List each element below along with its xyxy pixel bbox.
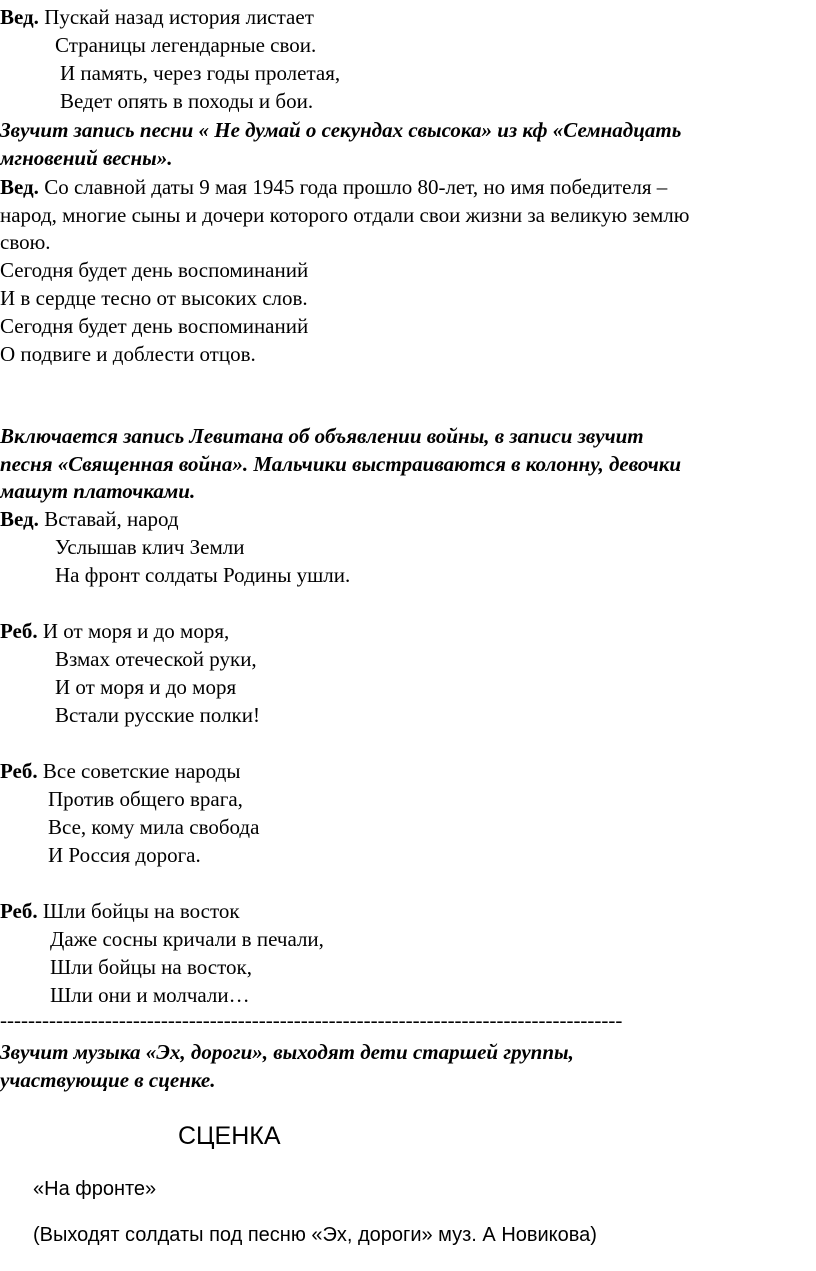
verse-line: И в сердце тесно от высоких слов.	[0, 286, 308, 310]
verse-line	[0, 4, 314, 31]
verse-text: И от моря и до моря,	[42, 619, 230, 643]
speaker-label: Вед.	[0, 507, 39, 531]
verse-line: О подвиге и доблести отцов.	[0, 342, 256, 366]
verse-text: Шли бойцы на восток	[42, 899, 240, 923]
verse-line: Встали русские полки!	[55, 703, 260, 727]
prose-text: Со славной даты 9 мая 1945 года прошло 80-лет, но имя победителя –	[44, 175, 668, 199]
verse-line: Взмах отеческой руки,	[55, 647, 257, 671]
scene-note: (Выходят солдаты под песню «Эх, дороги» муз. А Новикова)	[33, 1224, 597, 1246]
speaker-label: Реб.	[0, 759, 38, 783]
verse-line: И память, через годы пролетая,	[60, 61, 341, 85]
verse-line	[0, 898, 240, 925]
verse-line: Ведет опять в походы и бои.	[60, 89, 314, 113]
prose-line: народ, многие сыны и дочери которого отдали свои жизни за великую землю	[0, 203, 690, 227]
verse-line: Сегодня будет день воспоминаний	[0, 314, 309, 338]
stage-direction: песня «Священная война». Мальчики выстраиваются в колонну, девочки	[0, 452, 682, 476]
stage-direction: Звучит запись песни « Не думай о секундах свысока» из кф «Семнадцать	[0, 118, 682, 142]
speaker-label: Реб.	[0, 899, 38, 923]
dashed-separator: -----------------------------------------------------------------------------------------	[0, 1008, 623, 1032]
scene-subtitle: «На фронте»	[33, 1178, 157, 1200]
verse-line: Все, кому мила свобода	[48, 815, 260, 839]
verse-line: Шли они и молчали…	[50, 983, 250, 1007]
verse-line: Шли бойцы на восток,	[50, 955, 252, 979]
stage-direction: Звучит музыка «Эх, дороги», выходят дети старшей группы,	[0, 1040, 574, 1064]
verse-line	[0, 618, 229, 645]
stage-direction: Включается запись Левитана об объявлении войны, в записи звучит	[0, 424, 644, 448]
verse-line: Даже сосны кричали в печали,	[50, 927, 324, 951]
stage-direction: участвующие в сценке.	[0, 1068, 216, 1092]
stage-direction: машут платочками.	[0, 479, 196, 503]
speaker-label: Вед.	[0, 5, 39, 29]
speaker-label: Реб.	[0, 619, 38, 643]
verse-line	[0, 758, 240, 785]
prose-line: свою.	[0, 230, 51, 254]
verse-line	[0, 506, 179, 533]
prose-line	[0, 174, 667, 201]
verse-text: Пускай назад история листает	[44, 5, 314, 29]
verse-line: Сегодня будет день воспоминаний	[0, 258, 309, 282]
speaker-label: Вед.	[0, 175, 39, 199]
verse-line: И Россия дорога.	[48, 843, 201, 867]
verse-line: Услышав клич Земли	[55, 535, 245, 559]
verse-text: Все советские народы	[42, 759, 241, 783]
verse-line: Страницы легендарные свои.	[55, 33, 317, 57]
stage-direction: мгновений весны».	[0, 146, 173, 170]
verse-line: Против общего врага,	[48, 787, 243, 811]
verse-text: Вставай, народ	[44, 507, 179, 531]
scene-title: СЦЕНКА	[178, 1122, 281, 1150]
verse-line: На фронт солдаты Родины ушли.	[55, 563, 351, 587]
verse-line: И от моря и до моря	[55, 675, 237, 699]
